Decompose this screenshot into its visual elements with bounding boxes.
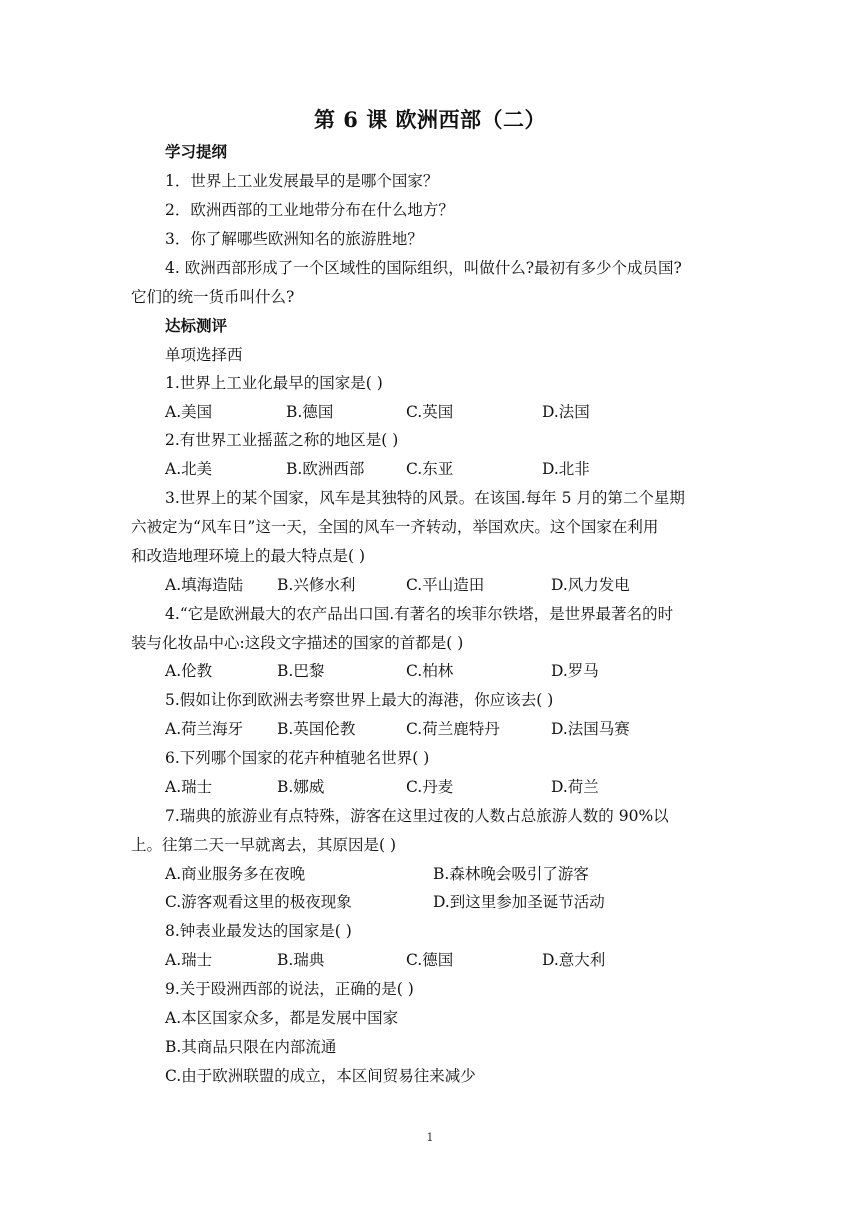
outline-question-4-line-2: 它们的统一货币叫什么? bbox=[131, 288, 295, 306]
page-number: 1 bbox=[426, 1131, 434, 1144]
question-4-option-c: C.柏林 bbox=[406, 662, 454, 680]
assessment-heading: 达标测评 bbox=[165, 316, 228, 335]
question-8-stem: 8.钟表业最发达的国家是( ) bbox=[165, 922, 352, 940]
question-3-stem-line-3: 和改造地理环境上的最大特点是( ) bbox=[131, 547, 366, 565]
question-8-option-a: A.瑞士 bbox=[165, 951, 213, 969]
question-3-stem-line-1: 3.世界上的某个国家，风车是其独特的风景。在该国.每年 5 月的第二个星期 bbox=[165, 489, 685, 507]
question-3-option-b: B.兴修水利 bbox=[277, 576, 356, 594]
question-9-option-b: B.其商品只限在内部流通 bbox=[165, 1038, 337, 1056]
question-4-option-d: D.罗马 bbox=[551, 662, 599, 680]
question-3-stem-line-2: 六被定为“风车日”这一天，全国的风车一齐转动，举国欢庆。这个国家在利用 bbox=[131, 518, 659, 536]
question-7-stem-line-2: 上。往第二天一早就离去，其原因是( ) bbox=[131, 836, 397, 854]
question-4-stem-line-1: 4.“它是欧洲最大的农产品出口国.有著名的埃菲尔铁塔，是世界最著名的时 bbox=[165, 605, 674, 623]
question-6-option-d: D.荷兰 bbox=[551, 778, 599, 796]
question-2-option-a: A.北美 bbox=[165, 460, 213, 478]
question-4-option-a: A.伦教 bbox=[165, 662, 213, 680]
question-4-option-b: B.巴黎 bbox=[277, 662, 325, 680]
question-5-option-b: B.英国伦教 bbox=[277, 720, 356, 738]
question-7-option-a: A.商业服务多在夜晚 bbox=[165, 865, 306, 883]
question-7-option-c: C.游客观看这里的极夜现象 bbox=[165, 893, 352, 911]
question-6-option-a: A.瑞士 bbox=[165, 778, 213, 796]
question-7-option-b: B.森林晚会吸引了游客 bbox=[433, 865, 589, 883]
question-1-option-c: C.英国 bbox=[406, 403, 454, 421]
outline-question-2: 2．欧洲西部的工业地带分布在什么地方？ bbox=[165, 201, 454, 219]
question-1-option-b: B.德国 bbox=[286, 403, 334, 421]
question-1-option-a: A.美国 bbox=[165, 403, 213, 421]
question-3-option-c: C.平山造田 bbox=[406, 576, 485, 594]
question-5-option-d: D.法国马赛 bbox=[551, 720, 630, 738]
outline-question-1: 1．世界上工业发展最早的是哪个国家？ bbox=[165, 172, 439, 190]
question-6-stem: 6.下列哪个国家的花卉种植驰名世界( ) bbox=[165, 749, 430, 767]
question-5-option-a: A.荷兰海牙 bbox=[165, 720, 244, 738]
outline-question-3: 3．你了解哪些欧洲知名的旅游胜地？ bbox=[165, 230, 423, 248]
question-9-option-c: C.由于欧洲联盟的成立，本区间贸易往来减少 bbox=[165, 1067, 476, 1085]
question-2-option-d: D.北非 bbox=[542, 460, 590, 478]
question-5-stem: 5.假如让你到欧洲去考察世界上最大的海港，你应该去( ) bbox=[165, 691, 554, 709]
question-8-option-b: B.瑞典 bbox=[277, 951, 325, 969]
question-8-option-d: D.意大利 bbox=[542, 951, 606, 969]
question-4-stem-line-2: 装与化妆品中心:这段文字描述的国家的首都是( ) bbox=[131, 634, 464, 652]
section-label: 单项选择西 bbox=[165, 346, 243, 364]
question-9-option-a: A.本区国家众多，都是发展中国家 bbox=[165, 1009, 399, 1027]
question-5-option-c: C.荷兰鹿特丹 bbox=[406, 720, 500, 738]
question-7-stem-line-1: 7.瑞典的旅游业有点特殊，游客在这里过夜的人数占总旅游人数的 90%以 bbox=[165, 807, 669, 825]
question-1-stem: 1.世界上工业化最早的国家是( ) bbox=[165, 374, 383, 392]
question-1-option-d: D.法国 bbox=[542, 403, 590, 421]
question-2-option-b: B.欧洲西部 bbox=[286, 460, 365, 478]
question-8-option-c: C.德国 bbox=[406, 951, 454, 969]
outline-heading: 学习提纲 bbox=[165, 142, 228, 161]
page-title: 第 6 课 欧洲西部（二） bbox=[313, 107, 547, 132]
question-3-option-d: D.风力发电 bbox=[551, 576, 630, 594]
question-7-option-d: D.到这里参加圣诞节活动 bbox=[433, 893, 605, 911]
question-6-option-c: C.丹麦 bbox=[406, 778, 454, 796]
outline-question-4-line-1: 4. 欧洲西部形成了一个区域性的国际组织，叫做什么?最初有多少个成员国? bbox=[165, 259, 682, 277]
question-6-option-b: B.娜威 bbox=[277, 778, 325, 796]
question-9-stem: 9.关于殴洲西部的说法，正确的是( ) bbox=[165, 980, 414, 998]
question-2-option-c: C.东亚 bbox=[406, 460, 454, 478]
question-2-stem: 2.有世界工业摇蓝之称的地区是( ) bbox=[165, 431, 399, 449]
question-3-option-a: A.填海造陆 bbox=[165, 576, 244, 594]
